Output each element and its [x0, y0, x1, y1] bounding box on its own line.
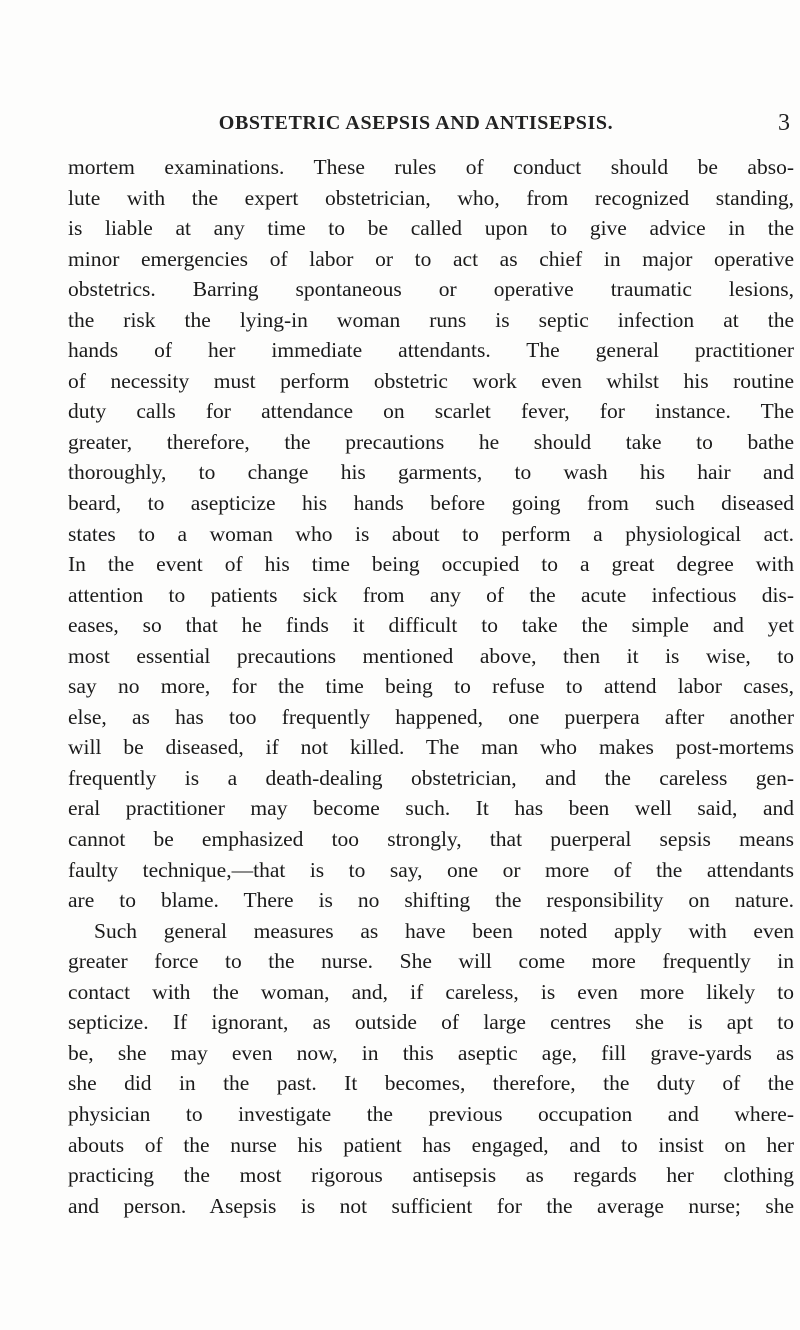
page-number: 3: [778, 110, 790, 136]
text-line: Such general measures as have been noted apply with even: [94, 918, 794, 943]
text-line: contact with the woman, and, if careless, is even more likely to: [68, 979, 794, 1004]
text-line: of necessity must perform obstetric work even whilst his routine: [68, 368, 794, 393]
text-line: attention to patients sick from any of the acute infectious dis-: [68, 582, 794, 607]
text-line: and person. Asepsis is not sufficient for the average nurse; she: [68, 1193, 794, 1218]
text-line: frequently is a death-dealing obstetrician, and the careless gen-: [68, 765, 794, 790]
running-title: OBSTETRIC ASEPSIS AND ANTISEPSIS.: [218, 112, 614, 134]
text-line: eral practitioner may become such. It has been well said, and: [68, 796, 794, 821]
text-line: lute with the expert obstetrician, who, from recognized standing,: [68, 185, 794, 210]
text-line: faulty technique,—that is to say, one or more of the attendants: [68, 857, 794, 882]
text-line: abouts of the nurse his patient has engaged, and to insist on her: [68, 1132, 794, 1157]
text-line: duty calls for attendance on scarlet fever, for instance. The: [68, 399, 794, 424]
text-line: she did in the past. It becomes, therefore, the duty of the: [68, 1071, 794, 1096]
text-line: practicing the most rigorous antisepsis as regards her clothing: [68, 1163, 794, 1188]
text-line: be, she may even now, in this aseptic age, fill grave-yards as: [68, 1040, 794, 1065]
text-line: the risk the lying-in woman runs is septic infection at the: [68, 307, 794, 332]
text-line: physician to investigate the previous occupation and where-: [68, 1101, 794, 1126]
body-text: [68, 152, 794, 1221]
text-line: hands of her immediate attendants. The general practitioner: [68, 338, 794, 363]
text-line: greater, therefore, the precautions he should take to bathe: [68, 429, 794, 454]
text-line: obstetrics. Barring spontaneous or operative traumatic lesions,: [68, 277, 794, 302]
text-line: In the event of his time being occupied to a great degree with: [68, 552, 794, 577]
text-line: mortem examinations. These rules of conduct should be abso-: [68, 155, 794, 179]
running-head: [68, 112, 794, 142]
text-line: say no more, for the time being to refuse to attend labor cases,: [68, 674, 794, 699]
text-line: minor emergencies of labor or to act as chief in major operative: [68, 246, 794, 271]
text-line: will be diseased, if not killed. The man who makes post-mortems: [68, 735, 794, 760]
text-line: greater force to the nurse. She will come more frequently in: [68, 949, 794, 974]
text-line: states to a woman who is about to perform a physiological act.: [68, 521, 794, 546]
text-line: eases, so that he finds it difficult to take the simple and yet: [68, 613, 794, 638]
text-line: cannot be emphasized too strongly, that puerperal sepsis means: [68, 827, 794, 852]
text-line: is liable at any time to be called upon to give advice in the: [68, 216, 794, 241]
text-line: thoroughly, to change his garments, to wash his hair and: [68, 460, 794, 485]
text-line: septicize. If ignorant, as outside of large centres she is apt to: [68, 1010, 794, 1035]
text-line: are to blame. There is no shifting the responsibility on nature.: [68, 888, 794, 913]
text-line: beard, to asepticize his hands before going from such diseased: [68, 491, 794, 516]
text-line: else, as has too frequently happened, one puerpera after another: [68, 704, 794, 729]
text-line: most essential precautions mentioned above, then it is wise, to: [68, 643, 794, 668]
